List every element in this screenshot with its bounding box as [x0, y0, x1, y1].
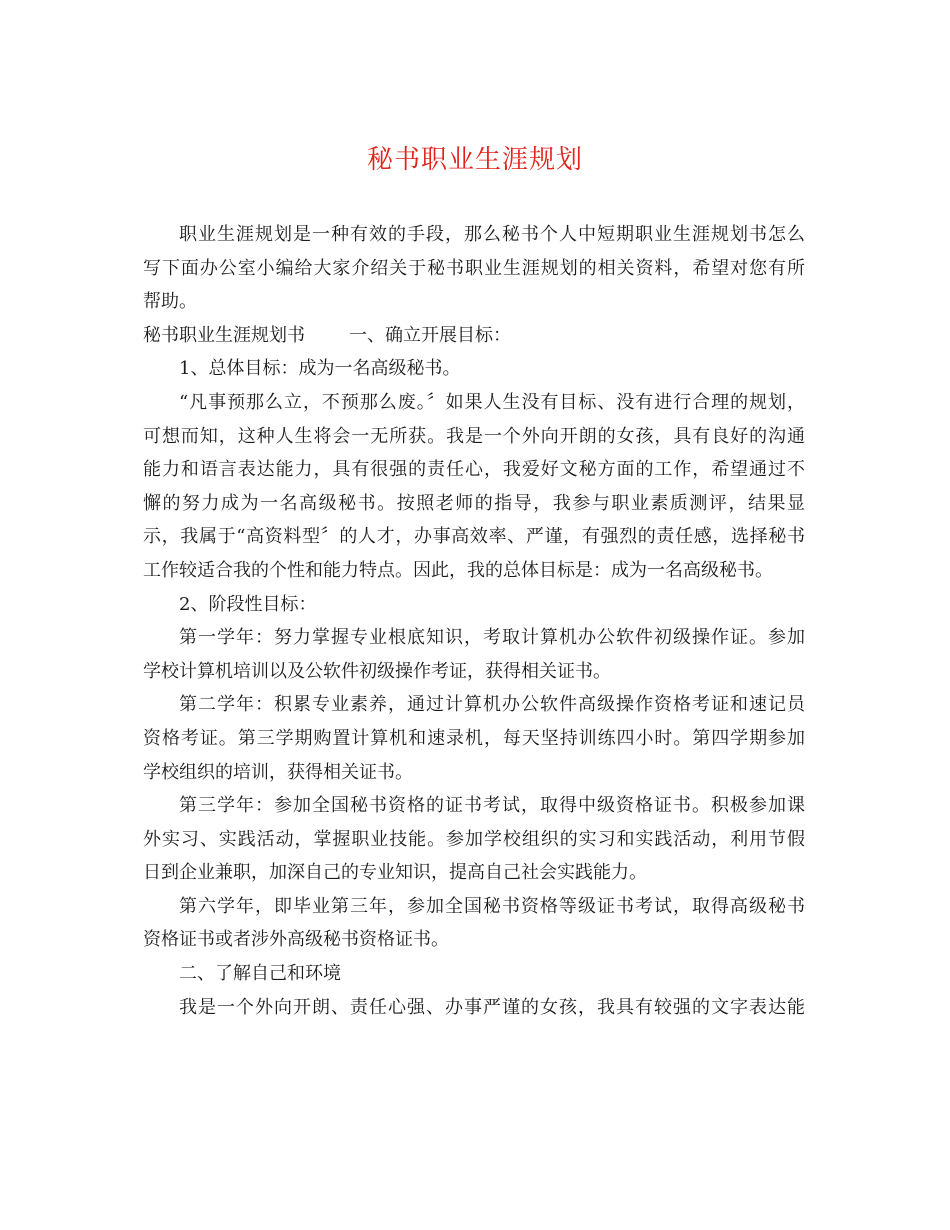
paragraph-line: 1、总体目标：成为一名高级秘书。: [179, 358, 461, 380]
paragraph-line: 工作较适合我的个性和能力特点。因此，我的总体目标是：成为一名高级秘书。: [143, 559, 773, 581]
document-title: 秘书职业生涯规划: [366, 145, 583, 175]
paragraph-line: 资格证书或者涉外高级秘书资格证书。: [143, 929, 449, 951]
paragraph-line: 职业生涯规划是一种有效的手段，那么秘书个人中短期职业生涯规划书怎么: [179, 224, 805, 245]
paragraph-line: 懈的努力成为一名高级秘书。按照老师的指导，我参与职业素质测评，结果显: [143, 492, 805, 514]
section-heading: 一、确立开展目标：: [349, 324, 511, 346]
section-heading-line: [143, 319, 805, 353]
paragraph-line: 外实习、实践活动，掌握职业技能。参加学校组织的实习和实践活动，利用节假: [143, 828, 805, 850]
paragraph-line: 我是一个外向开朗、责任心强、办事严谨的女孩，我具有较强的文字表达能: [179, 996, 805, 1018]
paragraph-line: 第二学年：积累专业素养，通过计算机办公软件高级操作资格考证和速记员: [179, 694, 805, 716]
paragraph-line: 学校计算机培训以及公软件初级操作考证，获得相关证书。: [143, 660, 611, 682]
paragraph-line: 2、阶段性目标：: [179, 593, 317, 615]
paragraph-line: 学校组织的培训，获得相关证书。: [143, 761, 413, 783]
plan-book-label: 秘书职业生涯规划书: [143, 324, 305, 346]
paragraph-line: 第六学年，即毕业第三年，参加全国秘书资格等级证书考试，取得高级秘书: [179, 895, 805, 917]
paragraph-line: 可想而知，这种人生将会一无所获。我是一个外向开朗的女孩，具有良好的沟通: [143, 425, 805, 447]
document-body: [143, 218, 805, 1024]
paragraph-line: “凡事预那么立，不预那么废。〞如果人生没有目标、没有进行合理的规划，: [179, 391, 805, 413]
paragraph-line: 日到企业兼职，加深自己的专业知识，提高自己社会实践能力。: [143, 862, 647, 884]
paragraph-line: 第三学年：参加全国秘书资格的证书考试，取得中级资格证书。积极参加课: [179, 795, 805, 817]
paragraph-line: 能力和语言表达能力，具有很强的责任心，我爱好文秘方面的工作，希望通过不: [143, 459, 805, 481]
section-heading: 二、了解自己和环境: [179, 963, 341, 985]
paragraph-line: 示，我属于“高资料型〞的人才，办事高效率、严谨，有强烈的责任感，选择秘书: [143, 526, 805, 548]
paragraph-line: 帮助。: [143, 291, 197, 313]
paragraph-line: 写下面办公室小编给大家介绍关于秘书职业生涯规划的相关资料，希望对您有所: [143, 257, 805, 279]
paragraph-line: 第一学年：努力掌握专业根底知识，考取计算机办公软件初级操作证。参加: [179, 627, 805, 649]
paragraph-line: 资格考证。第三学期购置计算机和速录机，每天坚持训练四小时。第四学期参加: [143, 727, 805, 749]
